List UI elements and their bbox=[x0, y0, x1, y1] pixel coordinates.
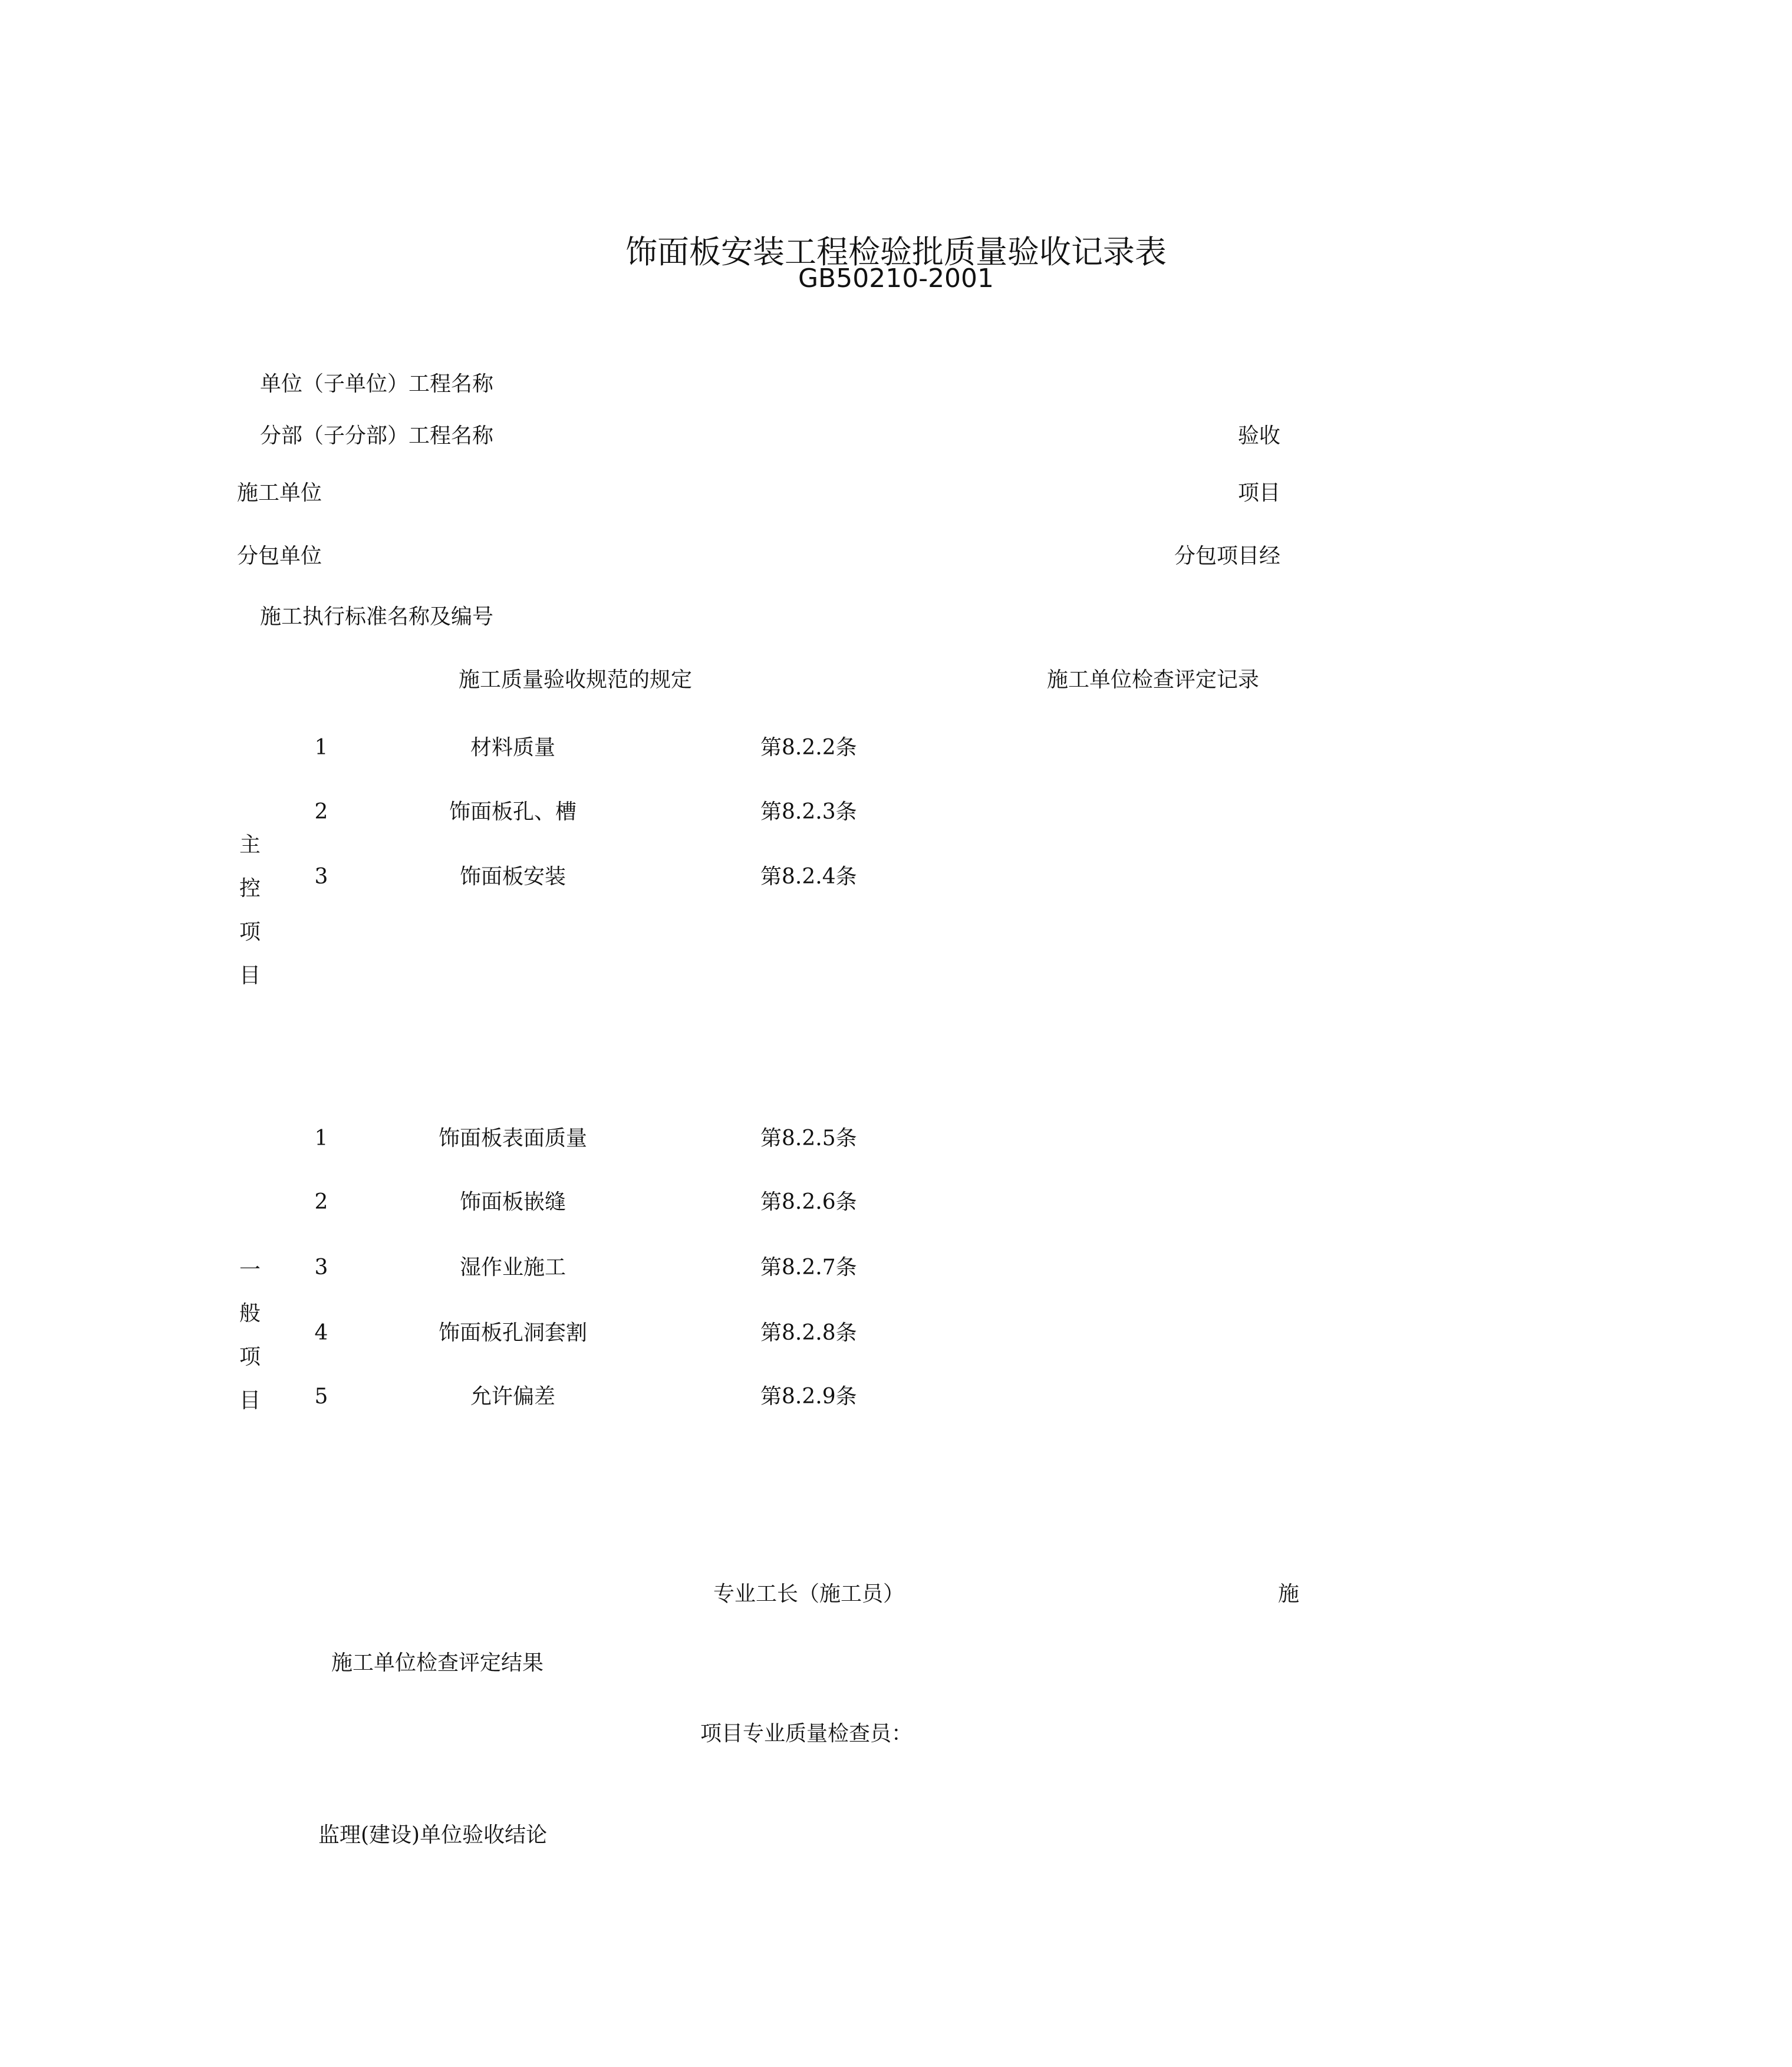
foreman-label: 专业工长（施工员） bbox=[713, 1582, 905, 1606]
project-label: 项目 bbox=[1238, 481, 1281, 505]
subcontract-unit-label: 分包单位 bbox=[237, 544, 322, 568]
item-clause: 第8.2.5条 bbox=[760, 1126, 857, 1150]
item-name: 允许偏差 bbox=[470, 1384, 555, 1409]
item-name: 饰面板安装 bbox=[459, 865, 566, 889]
foreman-signature-cut-glyph: 施 bbox=[1278, 1582, 1300, 1606]
item-name: 饰面板表面质量 bbox=[438, 1126, 587, 1150]
group-char: 项 bbox=[239, 1345, 261, 1369]
standard-code: GB50210-2001 bbox=[798, 263, 994, 294]
supervision-label-clip bbox=[318, 1822, 648, 1847]
item-number: 3 bbox=[314, 1255, 328, 1280]
document-title: 饰面板安装工程检验批质量验收记录表 bbox=[625, 233, 1167, 271]
result-label: 施工单位检查评定结果 bbox=[331, 1651, 544, 1675]
item-name: 饰面板孔洞套割 bbox=[438, 1321, 587, 1345]
general-items-group-label bbox=[232, 1248, 268, 1423]
group-char: 目 bbox=[239, 964, 261, 988]
main-items-group-label bbox=[232, 823, 268, 998]
group-char: 项 bbox=[239, 920, 261, 944]
standard-name-label: 施工执行标准名称及编号 bbox=[260, 605, 494, 629]
item-number: 1 bbox=[314, 1126, 328, 1150]
item-name: 饰面板嵌缝 bbox=[459, 1190, 566, 1214]
item-clause: 第8.2.2条 bbox=[760, 736, 857, 760]
sub-project-label: 分部（子分部）工程名称 bbox=[260, 424, 494, 448]
item-clause: 第8.2.7条 bbox=[760, 1255, 857, 1280]
item-name: 湿作业施工 bbox=[459, 1255, 566, 1280]
item-number: 5 bbox=[314, 1384, 328, 1409]
item-number: 3 bbox=[314, 865, 328, 889]
supervision-label: 监理(建设)单位验收结论 bbox=[318, 1823, 548, 1847]
group-char: 主 bbox=[239, 833, 261, 857]
item-clause: 第8.2.6条 bbox=[760, 1190, 857, 1214]
item-number: 4 bbox=[314, 1321, 328, 1345]
item-clause: 第8.2.3条 bbox=[760, 800, 857, 824]
group-char: 一 bbox=[239, 1258, 261, 1282]
item-number: 2 bbox=[314, 1190, 328, 1214]
spec-column-header: 施工质量验收规范的规定 bbox=[459, 668, 693, 692]
item-number: 1 bbox=[314, 736, 328, 760]
inspector-label: 项目专业质量检查员： bbox=[700, 1722, 913, 1746]
acceptance-label: 验收 bbox=[1238, 424, 1281, 448]
item-name: 材料质量 bbox=[470, 736, 555, 760]
group-char: 控 bbox=[239, 876, 261, 901]
item-clause: 第8.2.8条 bbox=[760, 1321, 857, 1345]
construction-unit-label: 施工单位 bbox=[237, 481, 322, 505]
unit-project-label: 单位（子单位）工程名称 bbox=[260, 372, 494, 396]
item-clause: 第8.2.4条 bbox=[760, 865, 857, 889]
item-name: 饰面板孔、槽 bbox=[449, 800, 577, 824]
record-column-header: 施工单位检查评定记录 bbox=[1047, 668, 1260, 692]
item-clause: 第8.2.9条 bbox=[760, 1384, 857, 1409]
subcontract-manager-label: 分包项目经 bbox=[1174, 544, 1281, 568]
group-char: 般 bbox=[239, 1301, 261, 1326]
item-number: 2 bbox=[314, 800, 328, 824]
group-char: 目 bbox=[239, 1389, 261, 1413]
